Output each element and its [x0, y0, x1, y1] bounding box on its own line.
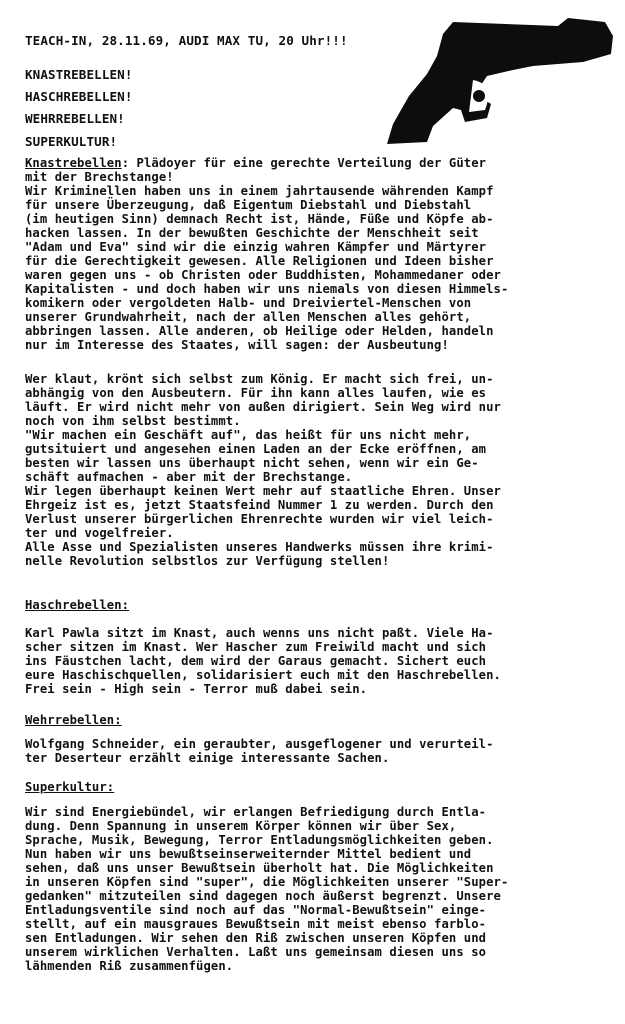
text-line: sehen, daß uns unser Bewußtsein überholt hat. Die Möglichkeiten	[25, 861, 494, 875]
text-line: mit der Brechstange!	[25, 170, 174, 184]
revolver-icon	[383, 14, 615, 144]
text-line: Entladungsventile sind noch auf das "Normal-Bewußtsein" einge-	[25, 903, 487, 917]
text-line: Sprache, Musik, Bewegung, Terror Entladungsmöglichkeiten geben.	[25, 833, 494, 847]
slogan-wehrrebellen: WEHRREBELLEN!	[25, 111, 125, 126]
text-line: Wer klaut, krönt sich selbst zum König. Er macht sich frei, un-	[25, 372, 494, 386]
text-line: Wir legen überhaupt keinen Wert mehr auf staatliche Ehren. Unser	[25, 484, 501, 498]
slogan-superkultur: SUPERKULTUR!	[25, 134, 118, 149]
text-line: besten wir lassen uns überhaupt nicht sehen, wenn wir ein Ge-	[25, 456, 479, 470]
text-line: ins Fäustchen lacht, dem wird der Garaus gemacht. Sichert euch	[25, 654, 487, 668]
text-line: schäft aufmachen - aber mit der Brechstange.	[25, 470, 353, 484]
text-line: ter Deserteur erzählt einige interessante Sachen.	[25, 751, 390, 765]
text-line: abbringen lassen. Alle anderen, ob Heilige oder Helden, handeln	[25, 324, 494, 338]
text-line: (im heutigen Sinn) demnach Recht ist, Hände, Füße und Köpfe ab-	[25, 212, 494, 226]
text-line: Nun haben wir uns bewußtseinserweiternder Mittel bedient und	[25, 847, 472, 861]
text-line: "Wir machen ein Geschäft auf", das heißt für uns nicht mehr,	[25, 428, 472, 442]
text-line: Kapitalisten - und doch haben wir uns niemals von diesen Himmels-	[25, 282, 509, 296]
text-line: Wolfgang Schneider, ein geraubter, ausgeflogener und verurteil-	[25, 737, 494, 751]
text-line: für unsere Überzeugung, daß Eigentum Diebstahl und Diebstahl	[25, 198, 472, 212]
section-knastrebellen-intro: : Plädoyer für eine gerechte Verteilung der Güter	[121, 156, 487, 170]
text-line: unserer Grundwahrheit, nach der allen Menschen alles gehört,	[25, 310, 472, 324]
text-line: in unseren Köpfen sind "super", die Möglichkeiten unserer "Super-	[25, 875, 509, 889]
text-line: Karl Pawla sitzt im Knast, auch wenns uns nicht paßt. Viele Ha-	[25, 626, 494, 640]
text-line: läuft. Er wird nicht mehr von außen dirigiert. Sein Weg wird nur	[25, 400, 501, 414]
text-line: Frei sein - High sein - Terror muß dabei sein.	[25, 682, 368, 696]
text-line: nur im Interesse des Staates, will sagen: der Ausbeutung!	[25, 338, 449, 352]
section-heading-wehrrebellen: Wehrrebellen:	[25, 713, 122, 727]
text-line: Wir Kriminellen haben uns in einem jahrtausende währenden Kampf	[25, 184, 494, 198]
text-line: gedanken" mitzuteilen sind dagegen noch äußerst begrenzt. Unsere	[25, 889, 501, 903]
section-heading-knastrebellen: Knastrebellen	[25, 156, 122, 170]
text-line: lähmenden Riß zusammenfügen.	[25, 959, 234, 973]
text-line: sen Entladungen. Wir sehen den Riß zwischen unseren Köpfen und	[25, 931, 487, 945]
text-line: abhängig von den Ausbeutern. Für ihn kann alles laufen, wie es	[25, 386, 487, 400]
text-line: scher sitzen im Knast. Wer Hascher zum Freiwild macht und sich	[25, 640, 487, 654]
slogan-knastrebellen: KNASTREBELLEN!	[25, 67, 133, 82]
text-line: eure Haschischquellen, solidarisiert euch mit den Haschrebellen.	[25, 668, 501, 682]
text-line: ter und vogelfreier.	[25, 526, 174, 540]
text-line: Ehrgeiz ist es, jetzt Staatsfeind Nummer 1 zu werden. Durch den	[25, 498, 494, 512]
text-line: noch von ihm selbst bestimmt.	[25, 414, 241, 428]
section-heading-superkultur: Superkultur:	[25, 780, 115, 794]
text-line: Verlust unserer bürgerlichen Ehrenrechte wurden wir viel leich-	[25, 512, 494, 526]
text-line: Alle Asse und Spezialisten unseres Handwerks müssen ihre krimi-	[25, 540, 494, 554]
text-line: "Adam und Eva" sind wir die einzig wahren Kämpfer und Märtyrer	[25, 240, 487, 254]
slogan-haschrebellen: HASCHREBELLEN!	[25, 89, 133, 104]
text-line: komikern oder vergoldeten Halb- und Dreiviertel-Menschen von	[25, 296, 472, 310]
text-line: gutsituiert und angesehen einen Laden an der Ecke eröffnen, am	[25, 442, 487, 456]
event-title: TEACH-IN, 28.11.69, AUDI MAX TU, 20 Uhr!!!	[25, 33, 348, 48]
text-line: waren gegen uns - ob Christen oder Buddhisten, Mohammedaner oder	[25, 268, 501, 282]
text-line: für die Gerechtigkeit gewesen. Alle Religionen und Ideen bisher	[25, 254, 494, 268]
text-line: dung. Denn Spannung in unserem Körper können wir über Sex,	[25, 819, 457, 833]
section-heading-haschrebellen: Haschrebellen:	[25, 598, 130, 612]
text-line: hacken lassen. In der bewußten Geschichte der Menschheit seit	[25, 226, 479, 240]
text-line: Wir sind Energiebündel, wir erlangen Befriedigung durch Entla-	[25, 805, 487, 819]
section-knastrebellen-first-line	[25, 156, 486, 170]
text-line: nelle Revolution selbstlos zur Verfügung stellen!	[25, 554, 390, 568]
text-line: unserem wirklichen Verhalten. Laßt uns gemeinsam diesen uns so	[25, 945, 487, 959]
text-line: stellt, auf ein mausgraues Bewußtsein mit meist ebenso farblo-	[25, 917, 487, 931]
